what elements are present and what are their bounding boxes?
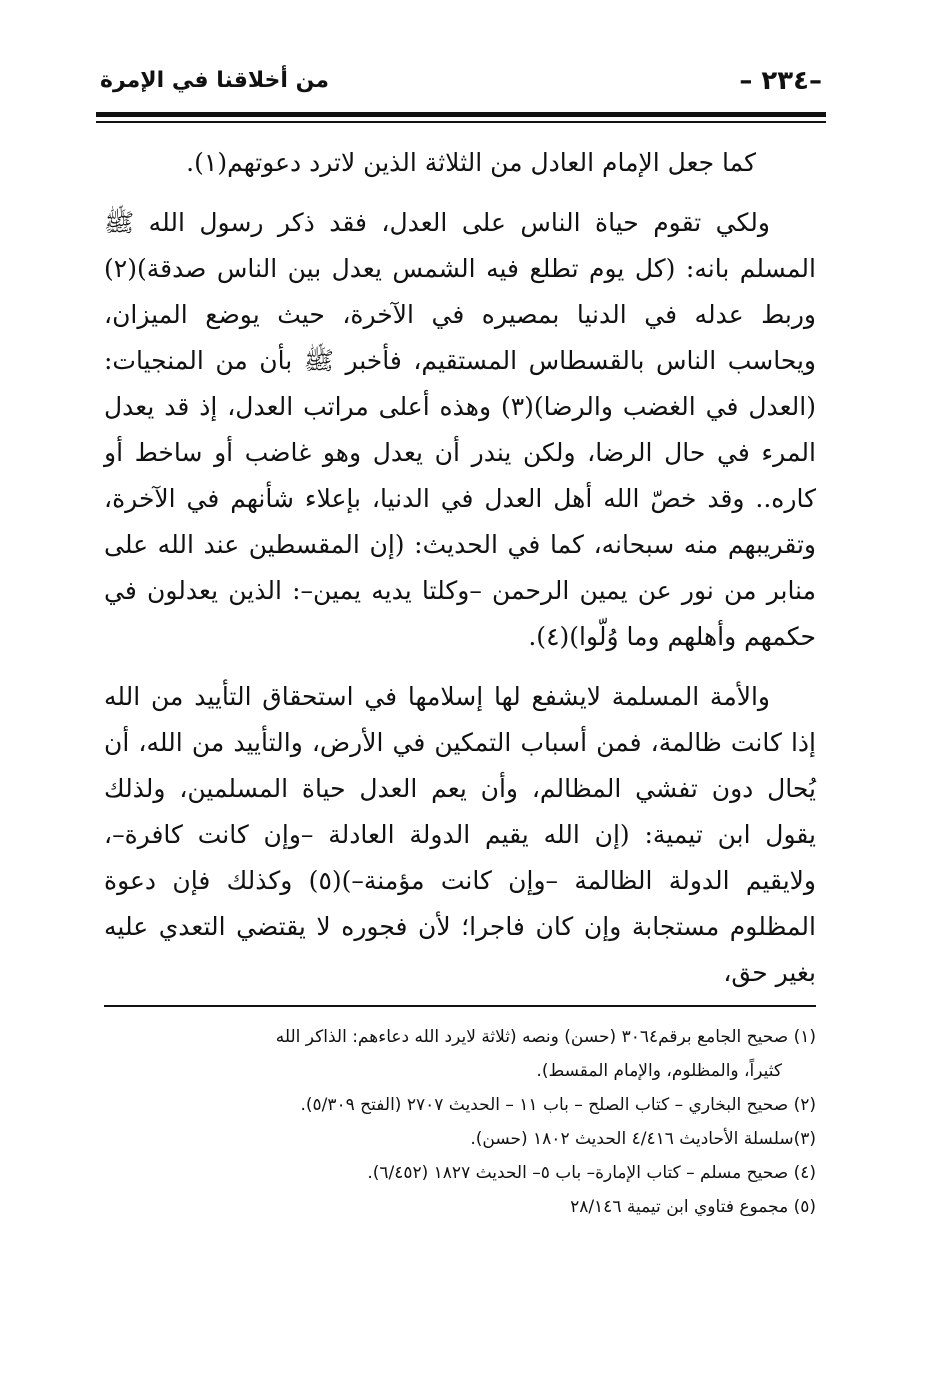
footnote-continuation: كثيراً، والمظلوم، والإمام المقسط). bbox=[536, 1061, 782, 1081]
footnote-1 bbox=[104, 1020, 816, 1088]
main-text bbox=[104, 140, 816, 1010]
footnote-text: (١) صحيح الجامع برقم٣٠٦٤ (حسن) ونصه (ثلاثة لايرد الله دعاءهم: الذاكر الله bbox=[275, 1027, 816, 1047]
page-number: –٢٣٤ – bbox=[739, 66, 822, 96]
running-title: من أخلاقنا في الإمرة bbox=[100, 68, 330, 93]
paragraph-1: كما جعل الإمام العادل من الثلاثة الذين لاترد دعوتهم(١). bbox=[186, 148, 756, 177]
footnote-4: (٤) صحيح مسلم – كتاب الإمارة– باب ٥– الحديث ١٨٢٧ (٦/٤٥٢). bbox=[367, 1163, 816, 1183]
paragraph-2: ولكي تقوم حياة الناس على العدل، فقد ذكر رسول الله ﷺ المسلم بانه: (كل يوم تطلع فيه الشمس يعدل بين الناس صدقة)(٢) وربط عدله في الدنيا بمصيره في الآخرة، حيث يوضع الميزان، ويحاسب الناس بالقسطاس المستقيم، فأخبر ﷺ بأن من المنجيات: (العدل في الغضب والرضا)(٣) وهذه أعلى مراتب العدل، إذ قد يعدل المرء في حال الرضا، ولكن يندر أن يعدل وهو غاضب أو ساخط أو كاره.. وقد خصّ الله أهل العدل في الدنيا، بإعلاء شأنهم في الآخرة، وتقريبهم منه سبحانه، كما في الحديث: (إن المقسطين عند الله على منابر من نور عن يمين الرحمن –وكلتا يديه يمين–: الذين يعدلون في حكمهم وأهلهم وما وُلّوا)(٤). bbox=[104, 208, 816, 651]
footnotes bbox=[104, 1020, 816, 1224]
header-rule-thick bbox=[96, 112, 826, 117]
footnote-2: (٢) صحيح البخاري – كتاب الصلح – باب ١١ – الحديث ٢٧٠٧ (الفتح ٥/٣٠٩). bbox=[300, 1095, 816, 1115]
footnote-separator bbox=[104, 1005, 816, 1007]
footnote-3: (٣)سلسلة الأحاديث ٤/٤١٦ الحديث ١٨٠٢ (حسن). bbox=[470, 1129, 816, 1149]
running-header bbox=[100, 66, 822, 102]
header-rule-thin bbox=[96, 121, 826, 123]
paragraph-3: والأمة المسلمة لايشفع لها إسلامها في استحقاق التأييد من الله إذا كانت ظالمة، فمن أسباب التمكين في الأرض، والتأييد من الله، أن يُحال دون تفشي المظالم، وأن يعم العدل حياة المسلمين، ولذلك يقول ابن تيمية: (إن الله يقيم الدولة العادلة –وإن كانت كافرة–، ولايقيم الدولة الظالمة –وإن كانت مؤمنة–)(٥) وكذلك فإن دعوة المظلوم مستجابة وإن كان فاجرا؛ لأن فجوره لا يقتضي التعدي عليه بغير حق، bbox=[104, 682, 816, 987]
footnote-5: (٥) مجموع فتاوي ابن تيمية ٢٨/١٤٦ bbox=[570, 1197, 816, 1217]
